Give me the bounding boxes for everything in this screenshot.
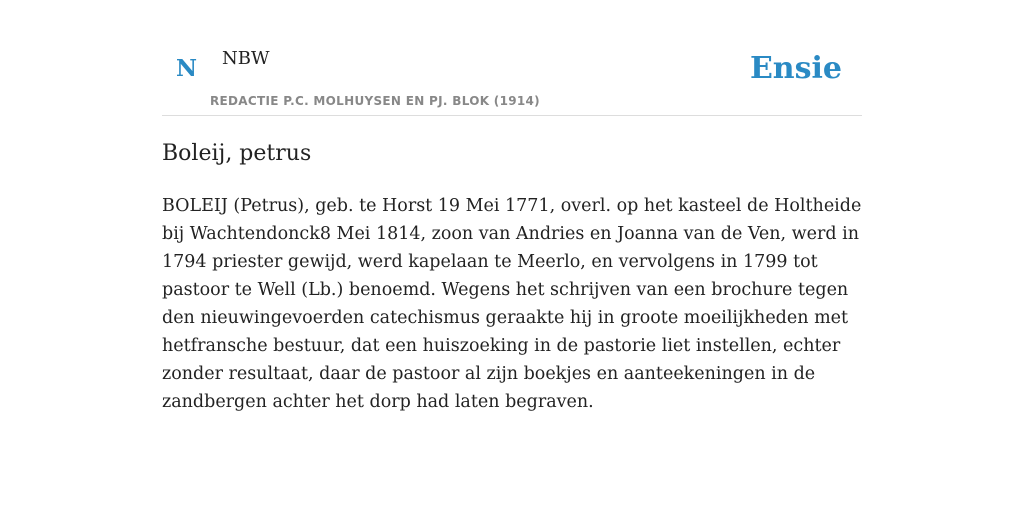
source-header xyxy=(162,40,862,116)
entry-title: Boleij, petrus xyxy=(162,141,312,166)
source-name[interactable]: NBW xyxy=(222,48,270,69)
entry-body: BOLEIJ (Petrus), geb. te Horst 19 Mei 1771, overl. op het kasteel de Holtheide bij Wachtendonck8 Mei 1814, zoon van Andries en Joanna van de Ven, werd in 1794 priester gewijd, werd kapelaan te Meerlo, en vervolgens in 1799 tot pastoor te Well (Lb.) benoemd. Wegens het schrijven van een brochure tegen den nieuwingevoerden catechismus geraakte hij in groote moeilijkheden met hetfransche bestuur, dat een huiszoeking in de pastorie liet instellen, echter zonder resultaat, daar de pastoor al zijn boekjes en aanteekeningen in de zandbergen achter het dorp had laten begraven. xyxy=(162,196,862,412)
source-subtitle: REDACTIE P.C. MOLHUYSEN EN PJ. BLOK (1914) xyxy=(210,94,540,108)
source-logo[interactable]: N xyxy=(176,55,198,82)
brand-logo[interactable]: Ensie xyxy=(749,51,842,86)
